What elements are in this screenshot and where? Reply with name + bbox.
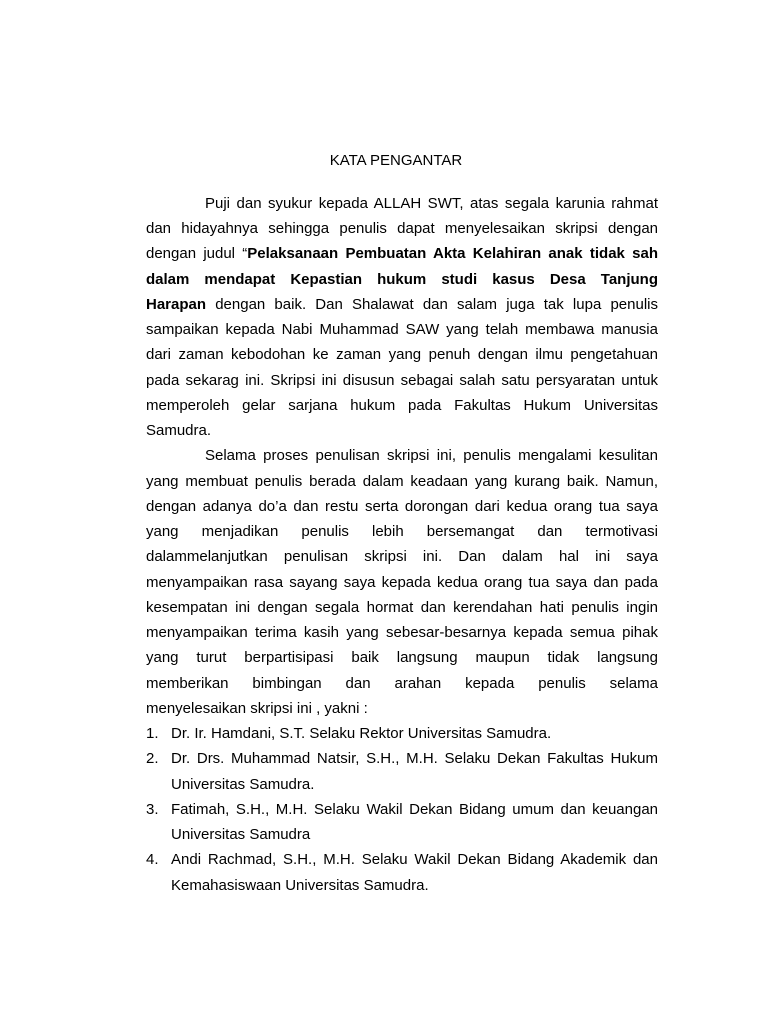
paragraph2-line: kesempatan ini dengan segala hormat dan kerendahan hati penulis ingin: [146, 599, 658, 616]
page-title: KATA PENGANTAR: [329, 152, 463, 169]
paragraph2-line: dengan adanya do’a dan restu serta dorongan dari kedua orang tua saya: [146, 498, 658, 515]
paragraph1-text: dengan baik. Dan Shalawat dan salam juga tak lupa penulis: [206, 296, 658, 313]
paragraph1-line: [146, 295, 658, 315]
list-item-text: Universitas Samudra.: [171, 776, 315, 793]
paragraph1-line: pada sekarag ini. Skripsi ini disusun sebagai salah satu persyaratan untuk: [146, 372, 658, 389]
paragraph2-line: memberikan bimbingan dan arahan kepada penulis selama: [146, 675, 658, 692]
paragraph2-line: menyelesaikan skripsi ini , yakni :: [146, 700, 368, 717]
paragraph1-line: Puji dan syukur kepada ALLAH SWT, atas segala karunia rahmat: [205, 195, 658, 212]
paragraph1-line: [146, 270, 658, 290]
list-item-text: Fatimah, S.H., M.H. Selaku Wakil Dekan Bidang umum dan keuangan: [171, 801, 658, 818]
list-number: 4.: [146, 851, 159, 868]
paragraph1-text: dengan judul “: [146, 245, 248, 262]
paragraph1-line: [146, 244, 658, 264]
paragraph1-line: dari zaman kebodohan ke zaman yang penuh dengan ilmu pengetahuan: [146, 346, 658, 363]
thesis-title-bold: Pelaksanaan Pembuatan Akta Kelahiran anak tidak sah: [247, 245, 658, 262]
paragraph1-line: memperoleh gelar sarjana hukum pada Fakultas Hukum Universitas: [146, 397, 658, 414]
list-item-text: Andi Rachmad, S.H., M.H. Selaku Wakil Dekan Bidang Akademik dan: [171, 851, 658, 868]
paragraph2-line: dalammelanjutkan penulisan skripsi ini. Dan dalam hal ini saya: [146, 548, 658, 565]
paragraph1-line: Samudra.: [146, 422, 212, 439]
paragraph2-line: menyampaikan rasa sayang saya kepada kedua orang tua saya dan pada: [146, 574, 658, 591]
thesis-title-bold: Harapan: [146, 296, 207, 313]
paragraph2-line: yang menjadikan penulis lebih bersemangat dan termotivasi: [146, 523, 658, 540]
list-item-text: Dr. Ir. Hamdani, S.T. Selaku Rektor Universitas Samudra.: [171, 725, 552, 742]
thesis-title-bold: dalam mendapat Kepastian hukum studi kasus Desa Tanjung: [146, 271, 658, 288]
paragraph2-line: menyampaikan terima kasih yang sebesar-besarnya kepada semua pihak: [146, 624, 658, 641]
list-item-text: Dr. Drs. Muhammad Natsir, S.H., M.H. Selaku Dekan Fakultas Hukum: [171, 750, 658, 767]
paragraph1-line: sampaikan kepada Nabi Muhammad SAW yang telah membawa manusia: [146, 321, 658, 338]
paragraph1-line: dan hidayahnya sehingga penulis dapat menyelesaikan skripsi dengan: [146, 220, 658, 237]
list-item-text: Kemahasiswaan Universitas Samudra.: [171, 877, 429, 894]
paragraph2-line: yang turut berpartisipasi baik langsung maupun tidak langsung: [146, 649, 658, 666]
list-number: 2.: [146, 750, 159, 767]
paragraph2-line: Selama proses penulisan skripsi ini, penulis mengalami kesulitan: [205, 447, 658, 464]
list-number: 3.: [146, 801, 159, 818]
list-number: 1.: [146, 725, 159, 742]
list-item-text: Universitas Samudra: [171, 826, 311, 843]
paragraph2-line: yang membuat penulis berada dalam keadaan yang kurang baik. Namun,: [146, 473, 658, 490]
